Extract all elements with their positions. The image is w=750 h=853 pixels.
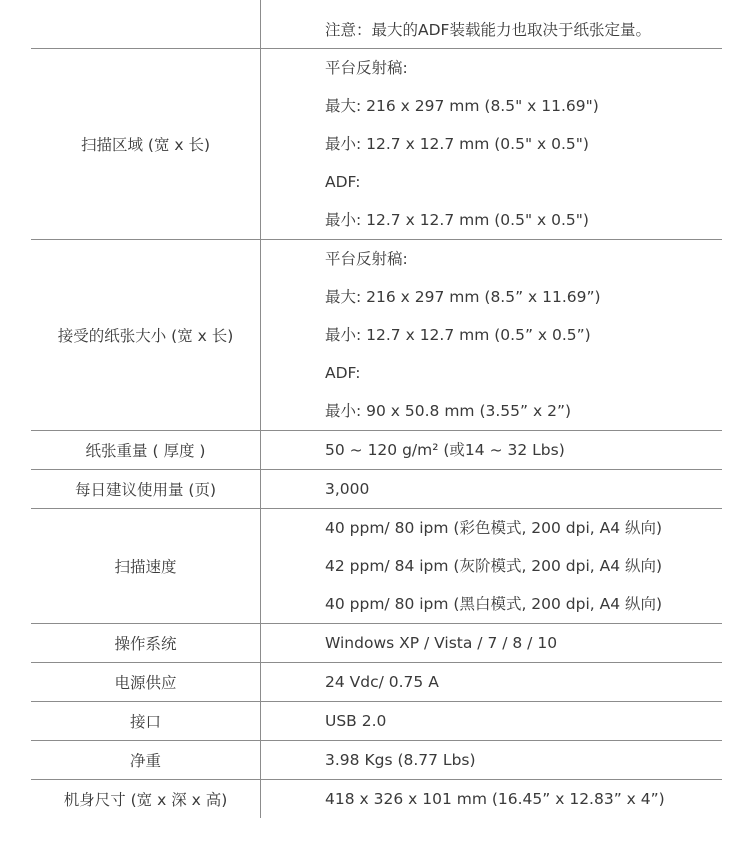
row-value (261, 470, 723, 509)
value-line: 最小: 12.7 x 12.7 mm (0.5" x 0.5") (325, 211, 589, 229)
value-line: 42 ppm/ 84 ipm (灰阶模式, 200 dpi, A4 纵向) (325, 557, 663, 575)
row-value (261, 702, 723, 741)
value-line: 418 x 326 x 101 mm (16.45” x 12.83” x 4”) (325, 790, 665, 808)
row-value (261, 741, 723, 780)
value-line: 40 ppm/ 80 ipm (黑白模式, 200 dpi, A4 纵向) (325, 595, 663, 613)
value-line: 平台反射稿: (325, 59, 408, 77)
table-row (31, 663, 722, 702)
row-value (261, 780, 723, 819)
row-value (261, 663, 723, 702)
row-label: 操作系统 (31, 624, 261, 663)
value-line: 最小: 12.7 x 12.7 mm (0.5” x 0.5”) (325, 326, 591, 344)
table-row (31, 0, 722, 49)
row-label: 机身尺寸 (宽 x 深 x 高) (31, 780, 261, 819)
table-row (31, 702, 722, 741)
row-value (261, 624, 723, 663)
value-line: 最大: 216 x 297 mm (8.5” x 11.69”) (325, 288, 601, 306)
value-line: USB 2.0 (325, 712, 387, 730)
row-label: 扫描区域 (宽 x 长) (31, 49, 261, 240)
value-line: 平台反射稿: (325, 250, 408, 268)
table-row (31, 509, 722, 624)
table-row (31, 780, 722, 819)
row-label (31, 0, 261, 49)
table-row (31, 49, 722, 240)
table-row (31, 470, 722, 509)
value-line: 3,000 (325, 480, 370, 498)
value-line: 24 Vdc/ 0.75 A (325, 673, 439, 691)
table-row (31, 741, 722, 780)
row-label: 接口 (31, 702, 261, 741)
value-line: 注意：最大的ADF装载能力也取决于纸张定量。 (325, 21, 651, 39)
value-line: ADF: (325, 173, 361, 191)
table-row (31, 240, 722, 431)
row-label: 接受的纸张大小 (宽 x 长) (31, 240, 261, 431)
row-label: 电源供应 (31, 663, 261, 702)
value-line: 3.98 Kgs (8.77 Lbs) (325, 751, 476, 769)
row-label: 纸张重量 ( 厚度 ) (31, 431, 261, 470)
row-label: 扫描速度 (31, 509, 261, 624)
row-label: 每日建议使用量 (页) (31, 470, 261, 509)
row-value (261, 49, 723, 240)
row-value (261, 0, 723, 49)
value-line: Windows XP / Vista / 7 / 8 / 10 (325, 634, 558, 652)
value-line: 最大: 216 x 297 mm (8.5" x 11.69") (325, 97, 599, 115)
spec-table (31, 0, 722, 818)
row-value (261, 509, 723, 624)
table-row (31, 624, 722, 663)
table-row (31, 431, 722, 470)
row-value (261, 240, 723, 431)
row-label: 净重 (31, 741, 261, 780)
value-line: 40 ppm/ 80 ipm (彩色模式, 200 dpi, A4 纵向) (325, 519, 663, 537)
row-value (261, 431, 723, 470)
value-line: 50 ~ 120 g/m² (或14 ~ 32 Lbs) (325, 441, 565, 459)
value-line: ADF: (325, 364, 361, 382)
value-line: 最小: 12.7 x 12.7 mm (0.5" x 0.5") (325, 135, 589, 153)
value-line: 最小: 90 x 50.8 mm (3.55” x 2”) (325, 402, 572, 420)
